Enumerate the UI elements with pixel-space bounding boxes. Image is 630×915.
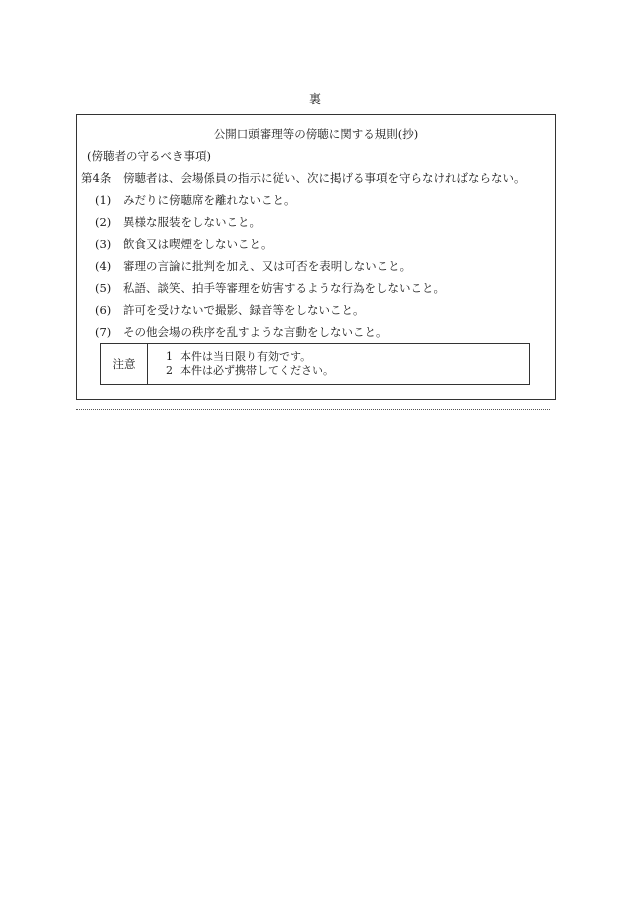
rules-box (76, 114, 556, 400)
rule-items-list (95, 192, 445, 346)
notice-items (148, 344, 334, 384)
rule-item-number: (7) (95, 325, 112, 339)
rules-subtitle: (傍聴者の守るべき事項) (87, 149, 211, 163)
rule-item (95, 192, 445, 214)
notice-item-number: 1 (166, 350, 173, 363)
notice-item-text: 本件は必ず携帯してください。 (180, 364, 334, 377)
rule-item-number: (5) (95, 281, 112, 295)
rule-item-text: その他会場の秩序を乱すような言動をしないこと。 (123, 325, 388, 339)
notice-item (166, 364, 334, 378)
page-label: 裏 (308, 92, 321, 106)
cut-line (76, 409, 550, 410)
notice-label: 注意 (101, 344, 148, 384)
article (81, 170, 526, 186)
rule-item (95, 302, 445, 324)
notice-item-text: 本件は当日限り有効です。 (180, 350, 312, 363)
notice-item-number: 2 (166, 364, 173, 377)
rule-item-number: (6) (95, 303, 112, 317)
rule-item-number: (3) (95, 237, 112, 251)
rule-item (95, 236, 445, 258)
notice-box (100, 343, 530, 385)
rule-item-text: 異様な服装をしないこと。 (123, 215, 261, 229)
rule-item (95, 214, 445, 236)
rule-item-number: (4) (95, 259, 112, 273)
rule-item-text: 私語、談笑、拍手等審理を妨害するような行為をしないこと。 (123, 281, 445, 295)
article-text: 傍聴者は、会場係員の指示に従い、次に掲げる事項を守らなければならない。 (123, 171, 526, 185)
article-number: 第4条 (81, 171, 112, 185)
rule-item-number: (2) (95, 215, 112, 229)
rule-item-text: 審理の言論に批判を加え、又は可否を表明しないこと。 (123, 259, 412, 273)
rule-item-text: 許可を受けないで撮影、録音等をしないこと。 (123, 303, 365, 317)
rule-item-number: (1) (95, 193, 112, 207)
rule-item (95, 280, 445, 302)
rule-item-text: みだりに傍聴席を離れないこと。 (123, 193, 296, 207)
rule-item-text: 飲食又は喫煙をしないこと。 (123, 237, 273, 251)
rule-item (95, 258, 445, 280)
rules-title: 公開口頭審理等の傍聴に関する規則(抄) (213, 127, 419, 141)
notice-item (166, 350, 334, 364)
